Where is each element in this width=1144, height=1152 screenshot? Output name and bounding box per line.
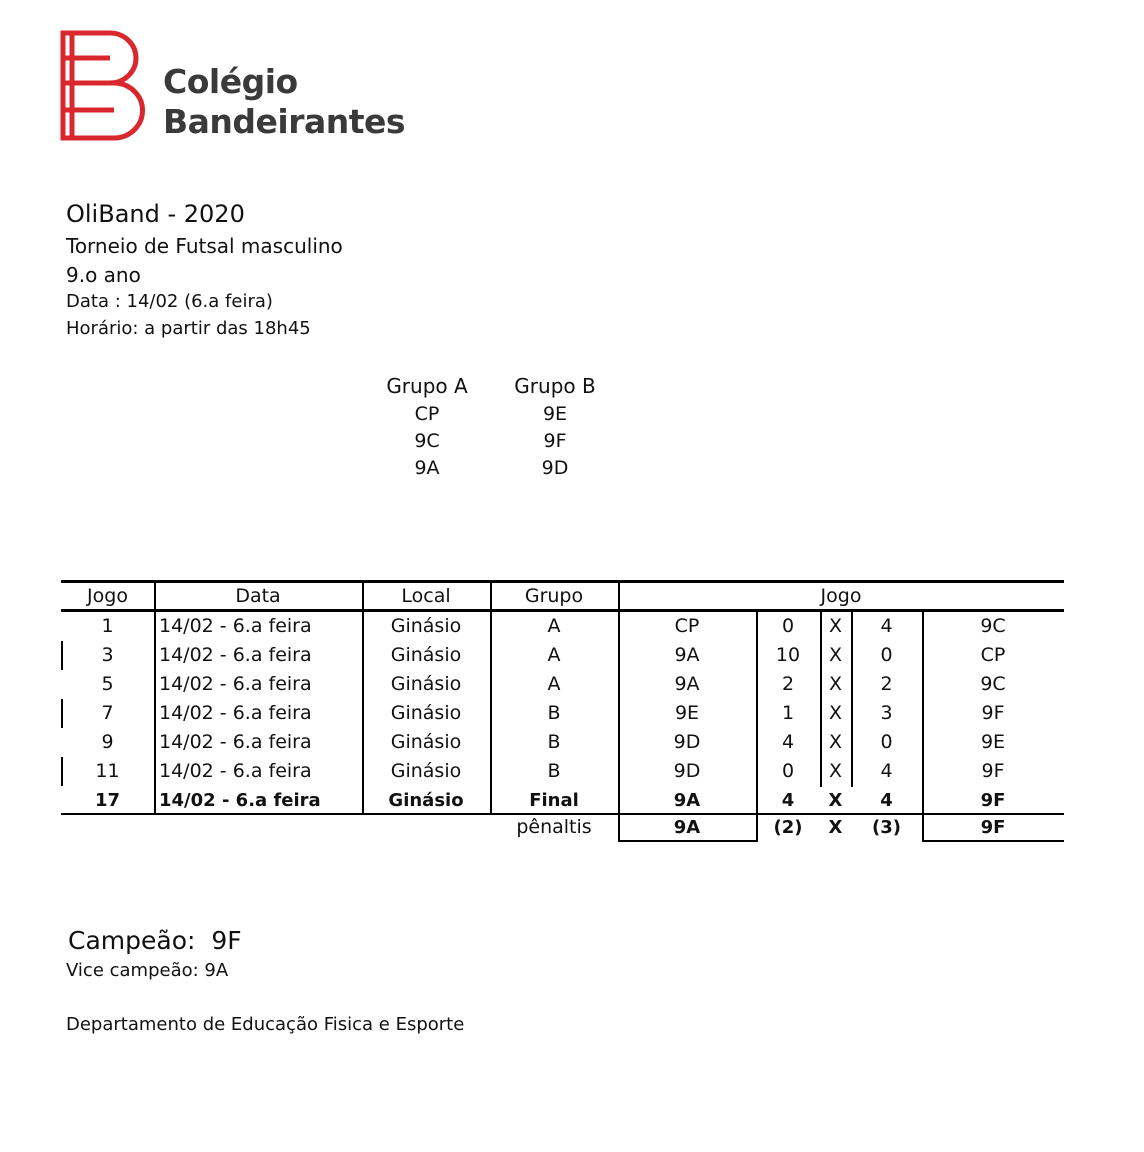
cell-away: 9C bbox=[980, 673, 1006, 695]
group-a-team: 9C bbox=[414, 430, 440, 452]
cell-game: 1 bbox=[101, 615, 114, 637]
cell-group: B bbox=[547, 702, 561, 724]
cell-away: 9C bbox=[980, 615, 1006, 637]
school-name-line2: Bandeirantes bbox=[163, 102, 406, 141]
cell-home: 9E bbox=[674, 702, 700, 724]
cell-game: 7 bbox=[101, 702, 114, 724]
penalties-as: (3) bbox=[872, 817, 901, 838]
cell-home: 9A bbox=[673, 790, 701, 811]
cell-x: X bbox=[828, 702, 843, 724]
cell-hs: 4 bbox=[781, 790, 795, 811]
cell-group: A bbox=[547, 644, 561, 666]
cell-x: X bbox=[828, 790, 843, 811]
time-label: Horário: a partir das 18h45 bbox=[66, 318, 311, 339]
cell-hs: 4 bbox=[781, 731, 795, 753]
group-a-team: 9A bbox=[414, 457, 440, 479]
cell-date: 14/02 - 6.a feira bbox=[159, 673, 312, 695]
cell-game: 5 bbox=[101, 673, 114, 695]
cell-as: 0 bbox=[880, 644, 893, 666]
cell-as: 2 bbox=[880, 673, 893, 695]
school-logo-icon bbox=[58, 30, 146, 142]
cell-home: 9A bbox=[674, 673, 700, 695]
event-title: OliBand - 2020 bbox=[66, 200, 245, 228]
cell-venue: Ginásio bbox=[388, 790, 464, 811]
header-date: Data bbox=[235, 585, 281, 607]
cell-venue: Ginásio bbox=[390, 644, 462, 666]
group-a bbox=[372, 374, 482, 482]
cell-hs: 1 bbox=[781, 702, 795, 724]
header-match: Jogo bbox=[820, 585, 862, 607]
penalties-label: pênaltis bbox=[516, 816, 592, 838]
penalties-hs: (2) bbox=[773, 817, 803, 838]
champion-line bbox=[68, 926, 242, 955]
cell-date: 14/02 - 6.a feira bbox=[159, 731, 312, 753]
cell-hs: 2 bbox=[781, 673, 795, 695]
results-table bbox=[61, 580, 1064, 842]
cell-away: 9F bbox=[981, 702, 1005, 724]
cell-group: B bbox=[547, 731, 561, 753]
champion-team: 9F bbox=[211, 926, 242, 955]
cell-date: 14/02 - 6.a feira bbox=[159, 615, 312, 637]
cell-away: 9E bbox=[980, 731, 1006, 753]
cell-hs: 0 bbox=[781, 615, 795, 637]
cell-home: 9D bbox=[673, 731, 701, 753]
date-label: Data : 14/02 (6.a feira) bbox=[66, 291, 273, 312]
cell-as: 4 bbox=[880, 760, 893, 782]
vice-champion: Vice campeão: 9A bbox=[66, 960, 229, 981]
cell-as: 4 bbox=[880, 790, 893, 811]
champion-label: Campeão: bbox=[68, 926, 196, 955]
cell-group: Final bbox=[529, 790, 579, 811]
cell-as: 0 bbox=[880, 731, 893, 753]
penalties-home: 9A bbox=[673, 817, 701, 838]
cell-venue: Ginásio bbox=[390, 731, 462, 753]
grade-label: 9.o ano bbox=[66, 263, 141, 287]
group-b-team: 9F bbox=[543, 430, 567, 452]
header-game: Jogo bbox=[87, 585, 128, 607]
cell-hs: 10 bbox=[775, 644, 801, 666]
department-label: Departamento de Educação Fisica e Esporte bbox=[66, 1014, 465, 1035]
group-a-team: CP bbox=[414, 403, 440, 425]
group-a-title: Grupo A bbox=[386, 374, 468, 398]
cell-away: 9F bbox=[981, 760, 1005, 782]
school-name-line1: Colégio bbox=[163, 62, 298, 101]
group-b-title: Grupo B bbox=[514, 374, 596, 398]
cell-game: 9 bbox=[101, 731, 114, 753]
header-group: Grupo bbox=[524, 585, 584, 607]
group-b-team: 9E bbox=[542, 403, 568, 425]
cell-as: 4 bbox=[880, 615, 893, 637]
cell-date: 14/02 - 6.a feira bbox=[159, 760, 312, 782]
cell-date: 14/02 - 6.a feira bbox=[159, 790, 321, 811]
cell-x: X bbox=[828, 760, 843, 782]
cell-group: A bbox=[547, 615, 561, 637]
group-b bbox=[500, 374, 610, 482]
cell-x: X bbox=[828, 644, 843, 666]
cell-away: 9F bbox=[980, 790, 1006, 811]
cell-game: 17 bbox=[94, 790, 121, 811]
cell-home: 9D bbox=[673, 760, 701, 782]
cell-home: CP bbox=[674, 615, 700, 637]
cell-x: X bbox=[828, 673, 843, 695]
cell-as: 3 bbox=[880, 702, 893, 724]
cell-venue: Ginásio bbox=[390, 673, 462, 695]
cell-away: CP bbox=[980, 644, 1006, 666]
cell-date: 14/02 - 6.a feira bbox=[159, 702, 312, 724]
cell-game: 3 bbox=[101, 644, 114, 666]
cell-venue: Ginásio bbox=[390, 760, 462, 782]
header-venue: Local bbox=[401, 585, 451, 607]
cell-venue: Ginásio bbox=[390, 702, 462, 724]
group-b-team: 9D bbox=[541, 457, 569, 479]
school-name bbox=[163, 62, 405, 142]
cell-group: A bbox=[547, 673, 561, 695]
cell-hs: 0 bbox=[781, 760, 795, 782]
cell-group: B bbox=[547, 760, 561, 782]
cell-venue: Ginásio bbox=[390, 615, 462, 637]
cell-x: X bbox=[828, 615, 843, 637]
cell-game: 11 bbox=[95, 760, 120, 782]
penalties-x: X bbox=[828, 817, 843, 838]
cell-home: 9A bbox=[674, 644, 700, 666]
cell-date: 14/02 - 6.a feira bbox=[159, 644, 312, 666]
cell-x: X bbox=[828, 731, 843, 753]
tournament-name: Torneio de Futsal masculino bbox=[66, 234, 343, 258]
penalties-away: 9F bbox=[980, 817, 1006, 838]
